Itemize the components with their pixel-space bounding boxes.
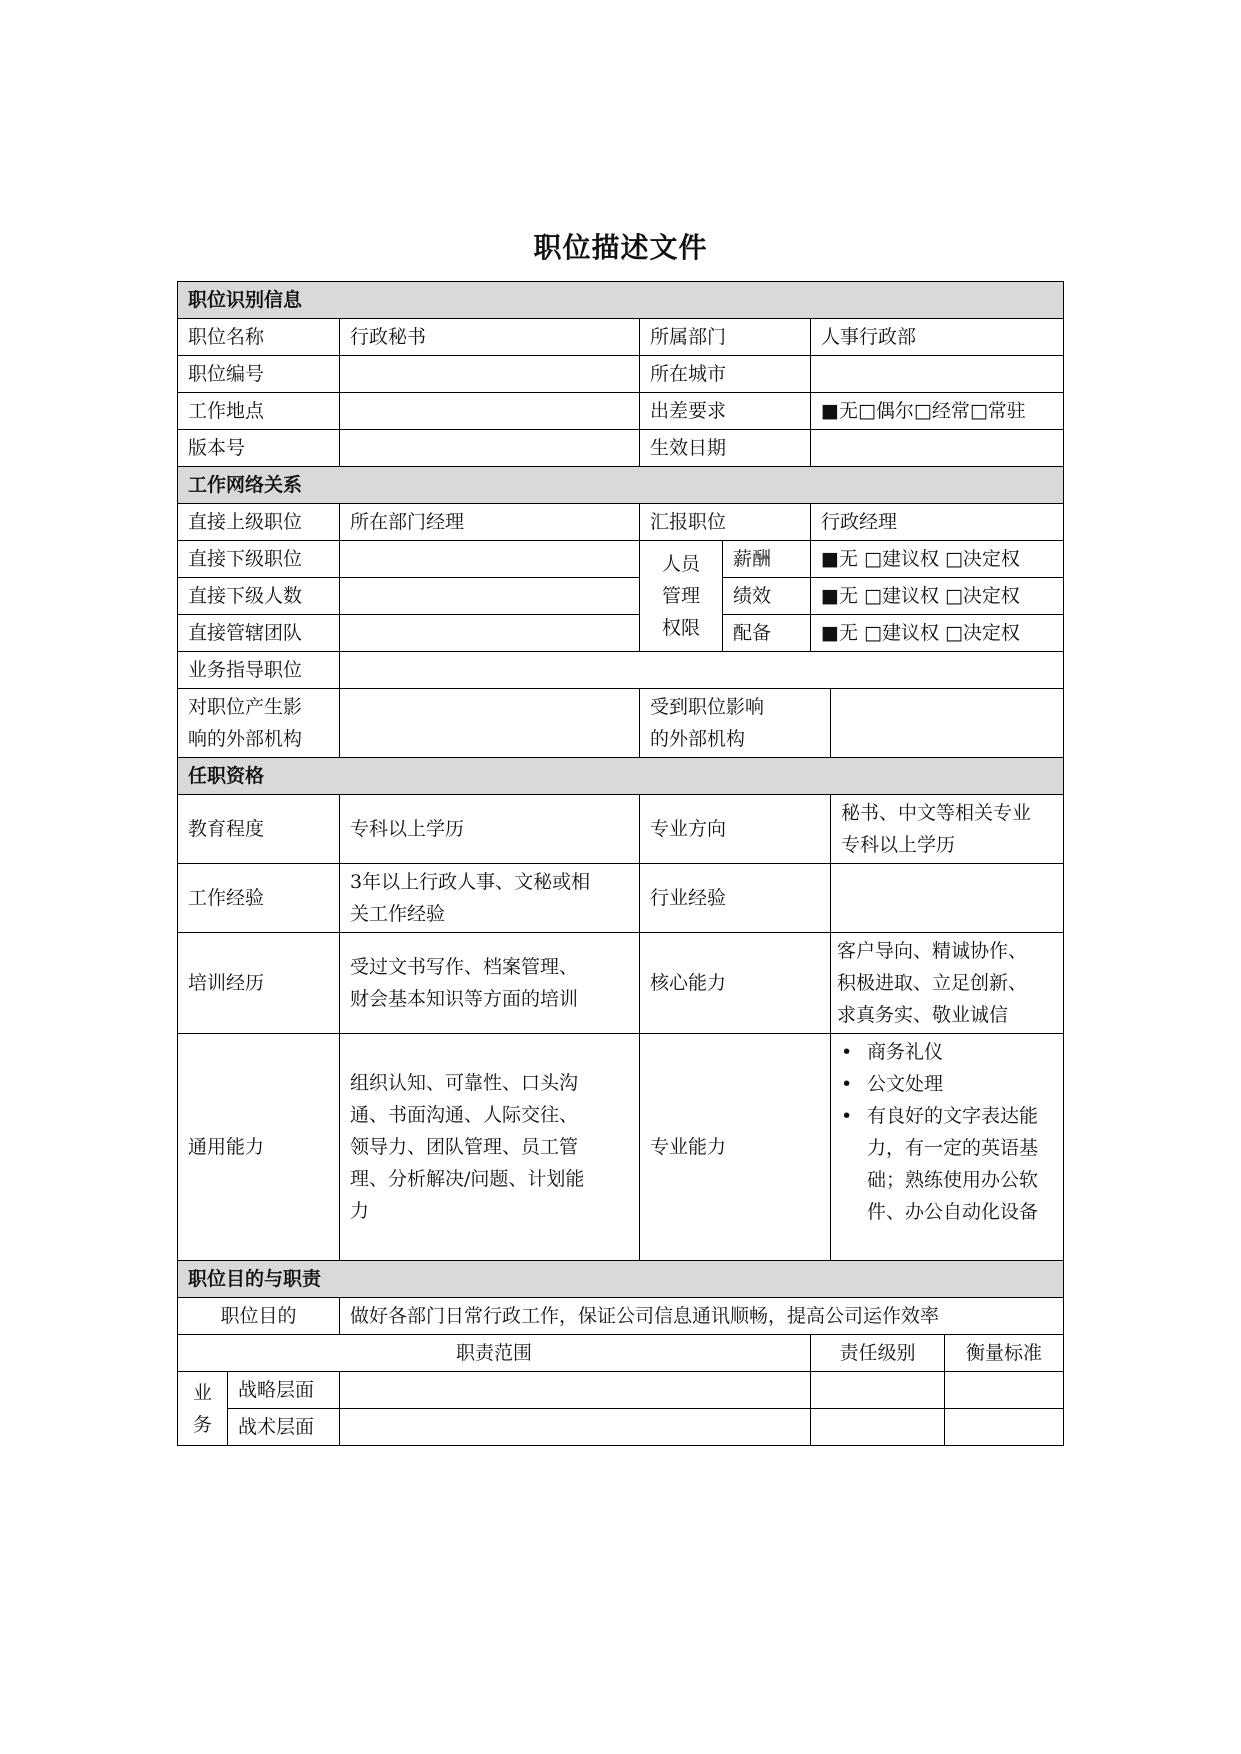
- value-tactical-level[interactable]: [811, 1409, 945, 1446]
- value-position-code[interactable]: [340, 356, 640, 393]
- value-general-ability[interactable]: 组织认知、可靠性、口头沟 通、书面沟通、人际交往、 领导力、团队管理、员工管 理、分析解决/问题、计划能 力: [340, 1034, 640, 1261]
- value-experience[interactable]: 3年以上行政人事、文秘或相 关工作经验: [340, 864, 640, 933]
- label-industry: 行业经验: [640, 864, 831, 933]
- value-major[interactable]: 秘书、中文等相关专业 专科以上学历: [831, 795, 1064, 864]
- label-position-code: 职位编号: [178, 356, 340, 393]
- label-department: 所属部门: [640, 319, 811, 356]
- label-salary: 薪酬: [723, 541, 811, 578]
- value-work-location[interactable]: [340, 393, 640, 430]
- header-scope: 职责范围: [178, 1335, 811, 1372]
- section-header-network: 工作网络关系: [178, 467, 1064, 504]
- value-strategic-scope[interactable]: [340, 1372, 811, 1409]
- label-tactical: 战术层面: [228, 1409, 340, 1446]
- value-training[interactable]: 受过文书写作、档案管理、 财会基本知识等方面的培训: [340, 933, 640, 1034]
- value-strategic-standard[interactable]: [945, 1372, 1064, 1409]
- label-report-to: 汇报职位: [640, 504, 811, 541]
- label-purpose: 职位目的: [178, 1298, 340, 1335]
- label-training: 培训经历: [178, 933, 340, 1034]
- value-direct-subordinate[interactable]: [340, 541, 640, 578]
- label-effective-date: 生效日期: [640, 430, 811, 467]
- label-subordinate-count: 直接下级人数: [178, 578, 340, 615]
- header-level: 责任级别: [811, 1335, 945, 1372]
- value-core[interactable]: 客户导向、精诚协作、 积极进取、立足创新、 求真务实、敬业诚信: [831, 933, 1064, 1034]
- label-strategic: 战略层面: [228, 1372, 340, 1409]
- value-department[interactable]: 人事行政部: [811, 319, 1064, 356]
- professional-bullet-list: [837, 1036, 1053, 1100]
- value-salary-checkboxes[interactable]: ■无 □建议权 □决定权: [811, 541, 1064, 578]
- label-version: 版本号: [178, 430, 340, 467]
- value-managed-team[interactable]: [340, 615, 640, 652]
- list-item: • 公文处理: [867, 1068, 1053, 1100]
- value-performance-checkboxes[interactable]: ■无 □建议权 □决定权: [811, 578, 1064, 615]
- value-purpose[interactable]: 做好各部门日常行政工作，保证公司信息通讯顺畅，提高公司运作效率: [340, 1298, 1064, 1335]
- value-tactical-standard[interactable]: [945, 1409, 1064, 1446]
- value-industry[interactable]: [831, 864, 1064, 933]
- label-professional-ability: 专业能力: [640, 1034, 831, 1261]
- header-standard: 衡量标准: [945, 1335, 1064, 1372]
- label-general-ability: 通用能力: [178, 1034, 340, 1261]
- label-core: 核心能力: [640, 933, 831, 1034]
- section-header-identification: 职位识别信息: [178, 282, 1064, 319]
- job-description-table: [177, 281, 1064, 1446]
- value-city[interactable]: [811, 356, 1064, 393]
- label-business: 业 务: [178, 1372, 228, 1446]
- value-external-affected[interactable]: [831, 689, 1064, 758]
- label-direct-subordinate: 直接下级职位: [178, 541, 340, 578]
- value-allocation-checkboxes[interactable]: ■无 □建议权 □决定权: [811, 615, 1064, 652]
- label-position-name: 职位名称: [178, 319, 340, 356]
- value-professional-ability[interactable]: • 商务礼仪 • 公文处理 有良好的文字表达能 力，有一定的英语基 础；熟练使用办公软 件、办公自动化设备: [831, 1034, 1064, 1261]
- section-header-qualifications: 任职资格: [178, 758, 1064, 795]
- section-header-purpose: 职位目的与职责: [178, 1261, 1064, 1298]
- label-education: 教育程度: [178, 795, 340, 864]
- value-report-to[interactable]: 行政经理: [811, 504, 1064, 541]
- label-external-affected: 受到职位影响 的外部机构: [640, 689, 831, 758]
- label-work-location: 工作地点: [178, 393, 340, 430]
- document-title: 职位描述文件: [533, 231, 708, 264]
- value-external-influencers[interactable]: [340, 689, 640, 758]
- label-direct-superior: 直接上级职位: [178, 504, 340, 541]
- label-experience: 工作经验: [178, 864, 340, 933]
- label-personnel-authority: 人员 管理 权限: [640, 541, 723, 652]
- label-city: 所在城市: [640, 356, 811, 393]
- value-tactical-scope[interactable]: [340, 1409, 811, 1446]
- label-managed-team: 直接管辖团队: [178, 615, 340, 652]
- value-travel-checkboxes[interactable]: ■无□偶尔□经常□常驻: [811, 393, 1064, 430]
- value-effective-date[interactable]: [811, 430, 1064, 467]
- list-item: • 商务礼仪: [867, 1036, 1053, 1068]
- value-position-name[interactable]: 行政秘书: [340, 319, 640, 356]
- value-education[interactable]: 专科以上学历: [340, 795, 640, 864]
- value-direct-superior[interactable]: 所在部门经理: [340, 504, 640, 541]
- value-subordinate-count[interactable]: [340, 578, 640, 615]
- label-allocation: 配备: [723, 615, 811, 652]
- label-external-influencers: 对职位产生影 响的外部机构: [178, 689, 340, 758]
- label-business-guidance: 业务指导职位: [178, 652, 340, 689]
- value-version[interactable]: [340, 430, 640, 467]
- label-performance: 绩效: [723, 578, 811, 615]
- label-major: 专业方向: [640, 795, 831, 864]
- value-business-guidance[interactable]: [340, 652, 1064, 689]
- value-strategic-level[interactable]: [811, 1372, 945, 1409]
- label-travel: 出差要求: [640, 393, 811, 430]
